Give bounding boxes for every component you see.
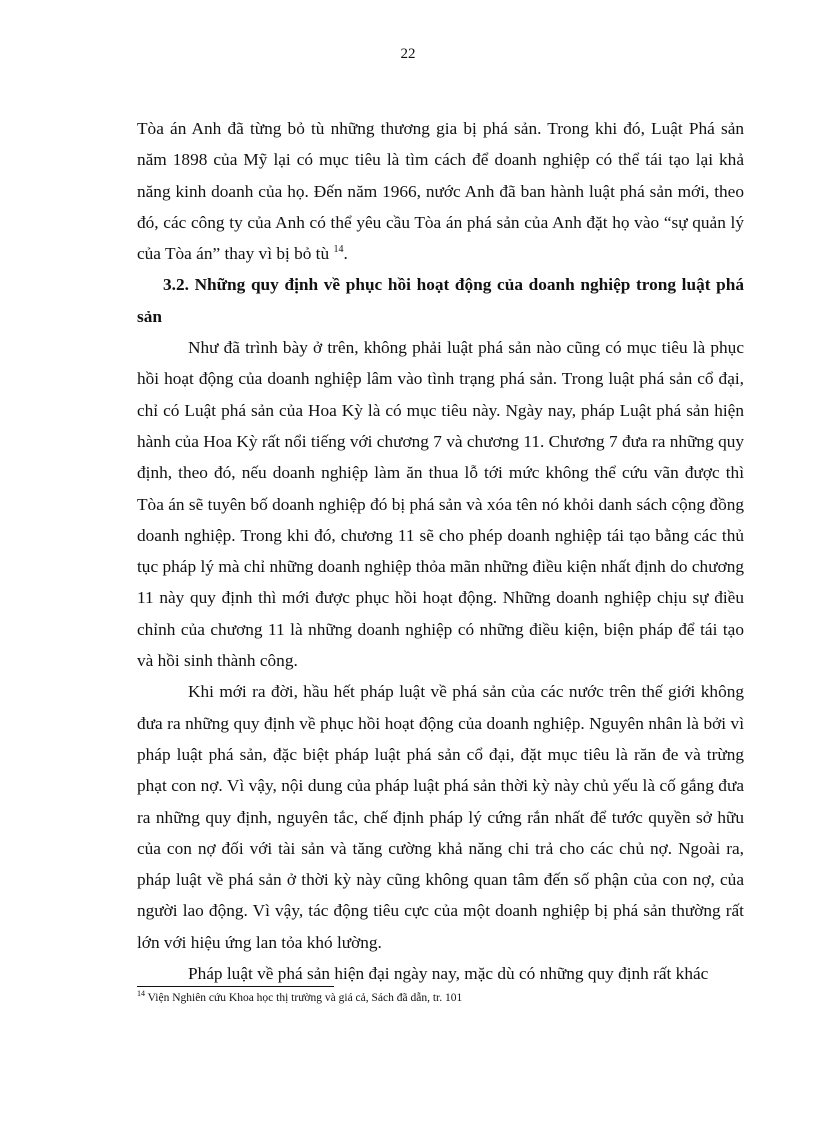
paragraph-intro-end: . [343, 244, 348, 264]
paragraph-intro [137, 113, 744, 269]
footnote-text: Viện Nghiên cứu Khoa học thị trường và giá cả, Sách đã dẫn, tr. 101 [145, 992, 463, 1004]
footnote [137, 990, 744, 1006]
footnote-number: 14 [137, 989, 145, 999]
paragraph: Khi mới ra đời, hầu hết pháp luật về phá sản của các nước trên thế giới không đưa ra những quy định về phục hồi hoạt động của doanh nghiệp. Nguyên nhân là bởi vì pháp luật phá sản, đặc biệt pháp luật phá sản cổ đại, đặt mục tiêu là răn đe và trừng phạt con nợ. Vì vậy, nội dung của pháp luật phá sản thời kỳ này chủ yếu là cố gắng đưa ra những quy định, nguyên tắc, chế định pháp lý cứng rắn nhất để tước quyền sở hữu của con nợ đối với tài sản và tăng cường khả năng chi trả cho các chủ nợ. Ngoài ra, pháp luật về phá sản ở thời kỳ này cũng không quan tâm đến số phận của con nợ, của người lao động. Vì vậy, tác động tiêu cực của một doanh nghiệp bị phá sản thường rất lớn với hiệu ứng lan tỏa khó lường. [137, 682, 744, 952]
footnote-reference: 14 [333, 244, 344, 256]
paragraph: Như đã trình bày ở trên, không phải luật phá sản nào cũng có mục tiêu là phục hồi hoạt động của doanh nghiệp lâm vào tình trạng phá sản. Trong luật phá sản cổ đại, chỉ có Luật phá sản của Hoa Kỳ là có mục tiêu này. Ngày nay, pháp Luật phá sản hiện hành của Hoa Kỳ rất nổi tiếng với chương 7 và chương 11. Chương 7 đưa ra những quy định, theo đó, nếu doanh nghiệp làm ăn thua lỗ tới mức không thể cứu vãn được thì Tòa án sẽ tuyên bố doanh nghiệp đó bị phá sản và xóa tên nó khỏi danh sách cộng đồng doanh nghiệp. Trong khi đó, chương 11 sẽ cho phép doanh nghiệp tái tạo bằng các thủ tục pháp lý mà chỉ những doanh nghiệp thỏa mãn những điều kiện nhất định do chương 11 này quy định thì mới được phục hồi hoạt động. Những doanh nghiệp chịu sự điều chỉnh của chương 11 là những doanh nghiệp có những điều kiện, biện pháp để tái tạo và hồi sinh thành công. [137, 338, 744, 671]
page-number: 22 [400, 46, 416, 62]
footnote-divider [137, 986, 334, 987]
section-heading: 3.2. Những quy định về phục hồi hoạt động của doanh nghiệp trong luật phá sản [137, 275, 744, 326]
paragraph: Pháp luật về phá sản hiện đại ngày nay, mặc dù có những quy định rất khác [188, 964, 709, 984]
document-body [137, 113, 744, 989]
paragraph-intro-text: Tòa án Anh đã từng bỏ tù những thương gia bị phá sản. Trong khi đó, Luật Phá sản năm 1898 của Mỹ lại có mục tiêu là tìm cách để doanh nghiệp có thể tái tạo lại khả năng kinh doanh của họ. Đến năm 1966, nước Anh đã ban hành luật phá sản mới, theo đó, các công ty của Anh có thể yêu cầu Tòa án phá sản của Anh đặt họ vào “sự quản lý của Tòa án” thay vì bị bỏ tù [137, 119, 744, 264]
